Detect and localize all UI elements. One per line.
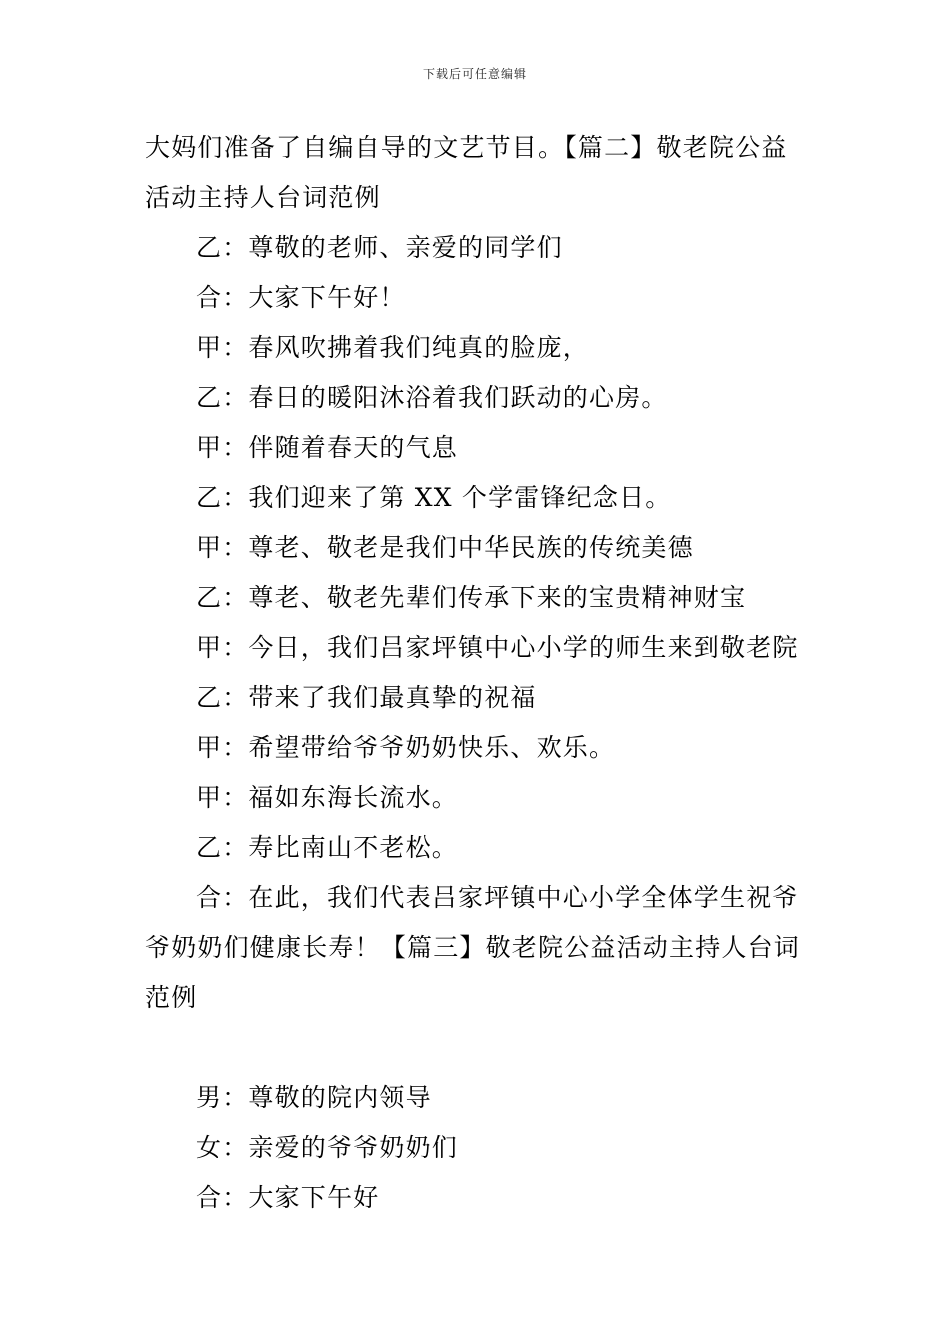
dialogue-line: 乙：我们迎来了第 XX 个学雷锋纪念日。	[196, 483, 672, 512]
body-line-continued: 爷奶奶们健康长寿！【篇三】敬老院公益活动主持人台词	[145, 933, 801, 962]
page-header-note: 下载后可任意编辑	[422, 67, 527, 81]
dialogue-line: 乙：带来了我们最真挚的祝福	[196, 683, 537, 712]
dialogue-line: 乙：寿比南山不老松。	[196, 833, 459, 862]
dialogue-line: 甲：希望带给爷爷奶奶快乐、欢乐。	[196, 733, 616, 762]
body-line-2: 活动主持人台词范例	[145, 183, 381, 212]
dialogue-line: 甲：今日，我们吕家坪镇中心小学的师生来到敬老院	[196, 633, 799, 662]
dialogue-line: 乙：春日的暖阳沐浴着我们跃动的心房。	[196, 383, 668, 412]
dialogue-line: 甲：伴随着春天的气息	[196, 433, 459, 462]
dialogue-line: 甲：春风吹拂着我们纯真的脸庞，	[196, 333, 590, 362]
dialogue-line: 甲：福如东海长流水。	[196, 783, 459, 812]
dialogue-line: 合：大家下午好	[196, 1183, 380, 1212]
dialogue-line: 合：大家下午好！	[196, 283, 406, 312]
body-line-continued: 范例	[145, 983, 198, 1012]
dialogue-line: 合：在此，我们代表吕家坪镇中心小学全体学生祝爷	[196, 883, 799, 912]
dialogue-line: 甲：尊老、敬老是我们中华民族的传统美德	[196, 533, 694, 562]
body-line-1: 大妈们准备了自编自导的文艺节目。【篇二】敬老院公益	[145, 133, 788, 162]
dialogue-line: 乙：尊老、敬老先辈们传承下来的宝贵精神财宝	[196, 583, 747, 612]
dialogue-line: 女：亲爱的爷爷奶奶们	[196, 1133, 459, 1162]
dialogue-line: 乙：尊敬的老师、亲爱的同学们	[196, 233, 563, 262]
dialogue-line: 男：尊敬的院内领导	[196, 1083, 432, 1112]
